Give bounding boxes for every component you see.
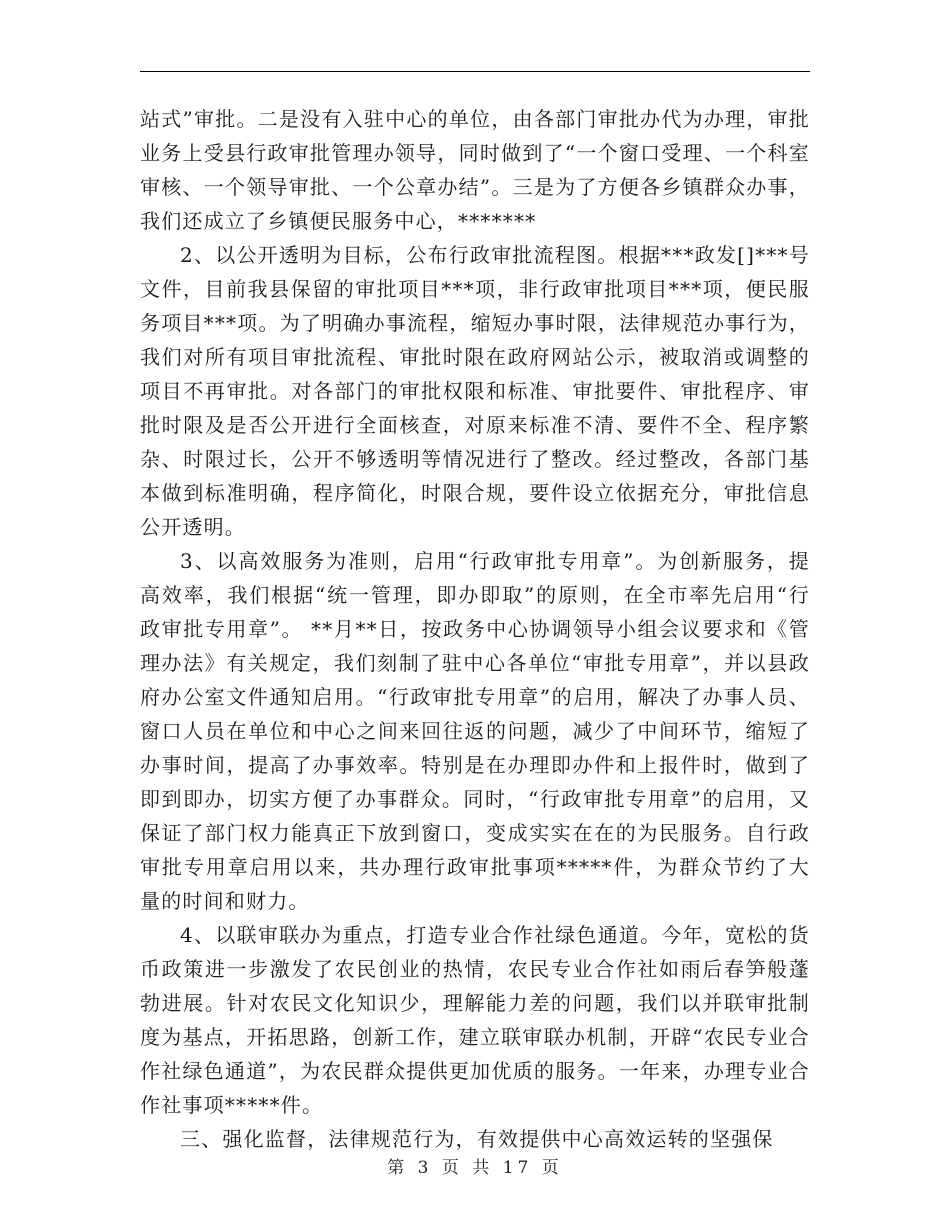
paragraph-continuation: 站式”审批。二是没有入驻中心的单位，由各部门审批办代为办理，审批业务上受县行政审批管理办领导，同时做到了“一个窗口受理、一个科室审核、一个领导审批、一个公章办结”。三是为了方便各乡镇群众办事，我们还成立了乡镇便民服务中心，******* bbox=[140, 107, 810, 233]
paragraph-item-3: 3、以高效服务为准则，启用“行政审批专用章”。为创新服务，提高效率，我们根据“统一管理，即办即取”的原则，在全市率先启用“行政审批专用章”。 **月**日，按政务中心协调领导小组会议要求和《管理办法》有关规定，我们刻制了驻中心各单位“审批专用章”，并以县政府办公室文件通知启用。“行政审批专用章”的启用，解决了办事人员、窗口人员在单位和中心之间来回往返的问题，减少了中间环节，缩短了办事时间，提高了办事效率。特别是在办理即办件和上报件时，做到了即到即办，切实方便了办事群众。同时，“行政审批专用章”的启用，又保证了部门权力能真正下放到窗口，变成实实在在的为民服务。自行政审批专用章启用以来，共办理行政审批事项*****件，为群众节约了大量的时间和财力。 bbox=[140, 549, 810, 913]
header-rule bbox=[140, 71, 810, 72]
document-body bbox=[140, 102, 810, 1156]
section-heading-3: 三、强化监督，法律规范行为，有效提供中心高效运转的坚强保 bbox=[180, 1127, 774, 1151]
paragraph-item-4: 4、以联审联办为重点，打造专业合作社绿色通道。今年，宽松的货币政策进一步激发了农民创业的热情，农民专业合作社如雨后春笋般蓬勃进展。针对农民文化知识少，理解能力差的问题，我们以并联审批制度为基点，开拓思路，创新工作，建立联审联办机制，开辟“农民专业合作社绿色通道”，为农民群众提供更加优质的服务。一年来，办理专业合作社事项*****件。 bbox=[140, 923, 810, 1117]
paragraph-item-2: 2、以公开透明为目标，公布行政审批流程图。根据***政发[]***号文件，目前我县保留的审批项目***项，非行政审批项目***项，便民服务项目***项。为了明确办事流程，缩短办事时限，法律规范办事行为，我们对所有项目审批流程、审批时限在政府网站公示，被取消或调整的项目不再审批。对各部门的审批权限和标准、审批要件、审批程序、审批时限及是否公开进行全面核查，对原来标准不清、要件不全、程序繁杂、时限过长，公开不够透明等情况进行了整改。经过整改，各部门基本做到标准明确，程序简化，时限合规，要件设立依据充分，审批信息公开透明。 bbox=[140, 243, 810, 539]
page-number-footer: 第 3 页 共 17 页 bbox=[387, 1158, 563, 1178]
